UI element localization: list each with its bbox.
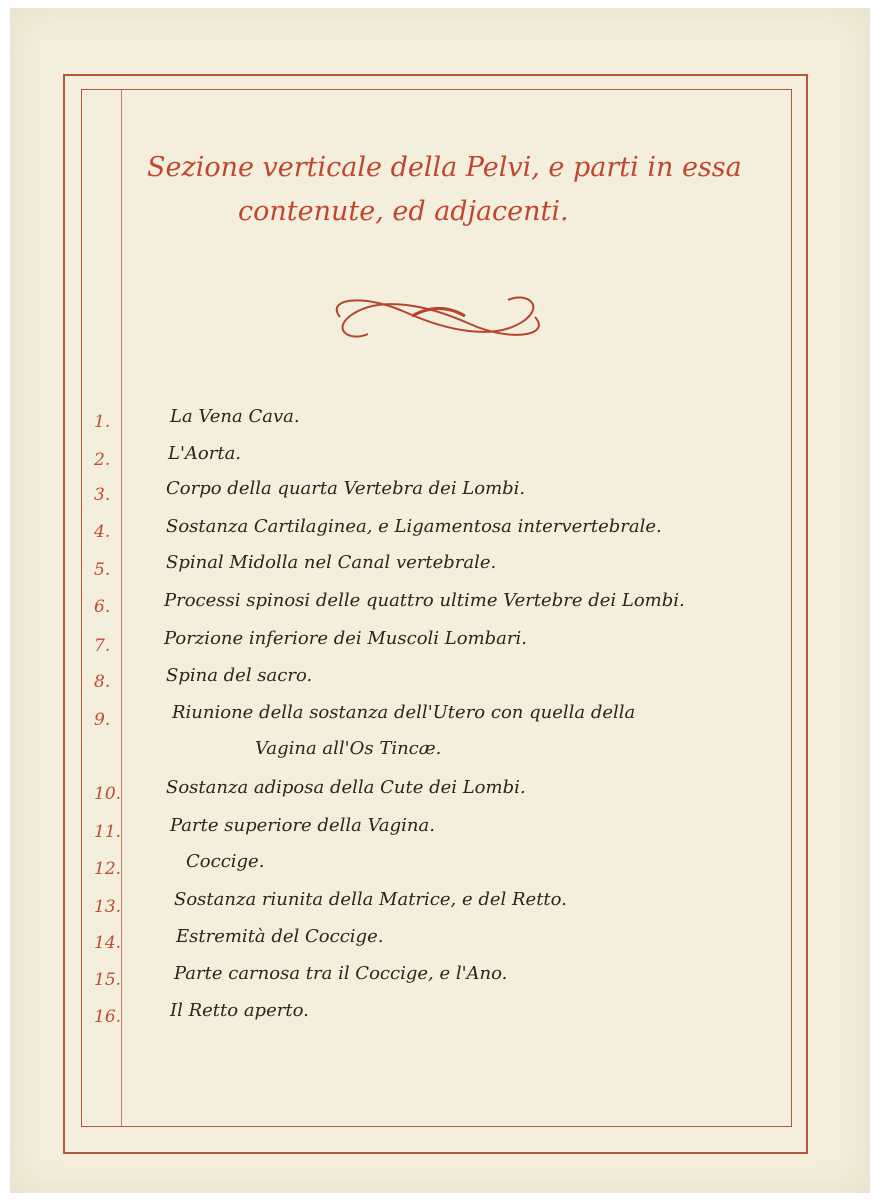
item-number: 10. — [94, 784, 122, 804]
item-number: 7. — [94, 636, 111, 656]
list-item: Coccige. — [186, 851, 265, 872]
item-number: 9. — [94, 710, 111, 730]
list-item: Sostanza adiposa della Cute dei Lombi. — [166, 777, 526, 798]
list-item: Spina del sacro. — [166, 665, 313, 686]
list-item: Sostanza riunita della Matrice, e del Retto. — [174, 889, 567, 910]
item-number: 14. — [94, 933, 122, 953]
item-number: 15. — [94, 970, 122, 990]
list-item: Corpo della quarta Vertebra dei Lombi. — [166, 478, 526, 499]
list-item: Sostanza Cartilaginea, e Ligamentosa intervertebrale. — [166, 516, 662, 537]
item-number: 11. — [94, 822, 122, 842]
title-line-1: Sezione verticale della Pelvi, e parti in essa — [147, 152, 742, 183]
item-number: 13. — [94, 897, 122, 917]
list-item: Il Retto aperto. — [170, 1000, 309, 1021]
list-item: Parte superiore della Vagina. — [170, 815, 435, 836]
item-number: 16. — [94, 1007, 122, 1027]
item-number: 8. — [94, 672, 111, 692]
item-number: 3. — [94, 485, 111, 505]
list-item: Parte carnosa tra il Coccige, e l'Ano. — [174, 963, 508, 984]
list-item: Processi spinosi delle quattro ultime Vertebre dei Lombi. — [164, 590, 685, 611]
list-item: Spinal Midolla nel Canal vertebrale. — [166, 552, 497, 573]
list-item: Estremità del Coccige. — [176, 926, 384, 947]
item-number: 2. — [94, 450, 111, 470]
list-item: L'Aorta. — [168, 443, 242, 464]
list-item: La Vena Cava. — [170, 406, 300, 427]
item-number: 12. — [94, 859, 122, 879]
item-number: 6. — [94, 597, 111, 617]
item-number: 1. — [94, 412, 111, 432]
list-item-continuation: Vagina all'Os Tincæ. — [255, 738, 442, 759]
title-line-2: contenute, ed adjacenti. — [238, 196, 569, 227]
decorative-flourish — [320, 290, 555, 345]
item-number: 4. — [94, 522, 111, 542]
list-item: Riunione della sostanza dell'Utero con quella della — [172, 702, 636, 723]
item-number: 5. — [94, 560, 111, 580]
list-item: Porzione inferiore dei Muscoli Lombari. — [164, 628, 527, 649]
